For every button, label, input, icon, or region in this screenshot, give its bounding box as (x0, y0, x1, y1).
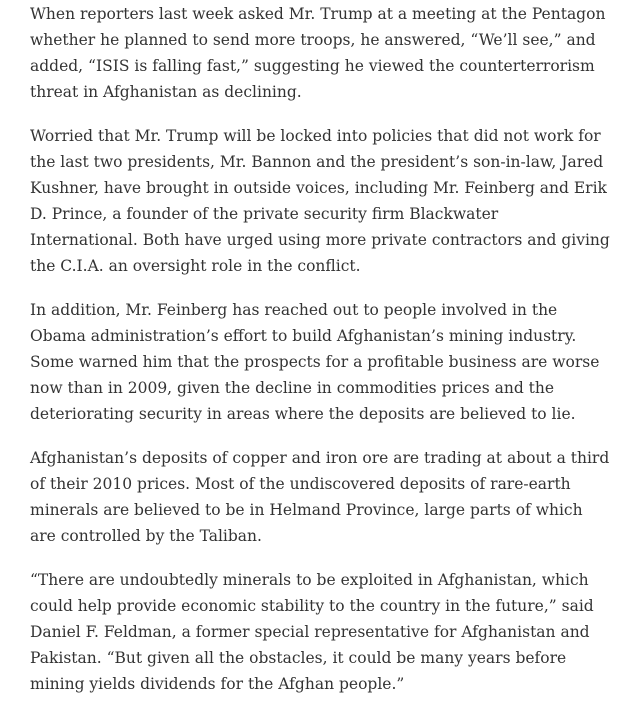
article-paragraph: When reporters last week asked Mr. Trump at a meeting at the Pentagon whether he planned to send more troops, he answered, “We’ll see,” and added, “ISIS is falling fast,” suggesting he viewed the counterterrorism threat in Afghanistan as declining. (30, 5, 606, 101)
article-paragraph: Worried that Mr. Trump will be locked into policies that did not work for the last two presidents, Mr. Bannon and the president’s son-in-law, Jared Kushner, have brought in outside voices, including Mr. Feinberg and Erik D. Prince, a founder of the private security firm Blackwater International. Both have urged using more private contractors and giving the C.I.A. an oversight role in the conflict. (30, 127, 610, 275)
article-paragraph: In addition, Mr. Feinberg has reached out to people involved in the Obama administration’s effort to build Afghanistan’s mining industry. Some warned him that the prospects for a profitable business are worse now than in 2009, given the decline in commodities prices and the deteriorating security in areas where the deposits are believed to lie. (30, 301, 600, 423)
article-paragraph: “There are undoubtedly minerals to be exploited in Afghanistan, which could help provide economic stability to the country in the future,” said Daniel F. Feldman, a former special representative for Afghanistan and Pakistan. “But given all the obstacles, it could be many years before mining yields dividends for the Afghan people.” (30, 571, 594, 693)
article-body (30, 0, 610, 715)
article-paragraph: Afghanistan’s deposits of copper and iron ore are trading at about a third of their 2010 prices. Most of the undiscovered deposits of rare-earth minerals are believed to be in Helmand Province, large parts of which are controlled by the Taliban. (30, 449, 610, 545)
